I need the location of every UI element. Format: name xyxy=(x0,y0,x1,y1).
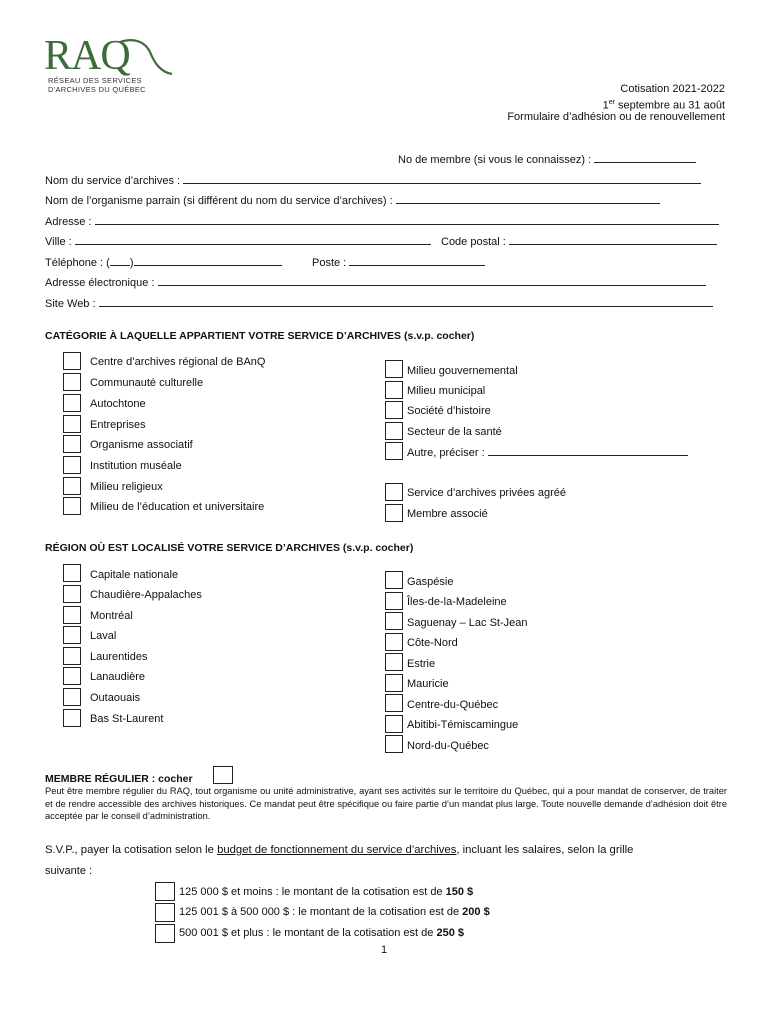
city-field[interactable]: Ville : xyxy=(45,234,431,249)
tier-label: 125 000 $ et moins : le montant de la cotisation est de 150 $ xyxy=(179,886,474,898)
region-label: Chaudière-Appalaches xyxy=(90,589,202,601)
category-label: Autochtone xyxy=(90,398,146,410)
region-label: Saguenay – Lac St-Jean xyxy=(407,617,528,629)
category-other-field[interactable]: Autre, préciser : xyxy=(407,445,688,460)
category-label: Communauté culturelle xyxy=(90,377,204,389)
region-label: Bas St-Laurent xyxy=(90,713,164,725)
category-checkbox[interactable] xyxy=(385,401,403,419)
region-label: Laurentides xyxy=(90,651,148,663)
region-checkbox[interactable] xyxy=(385,694,403,712)
region-label: Îles-de-la-Madeleine xyxy=(407,596,507,608)
tier-checkbox[interactable] xyxy=(155,903,175,922)
category-label: Service d’archives privées agréé xyxy=(407,487,566,499)
tier-label: 500 001 $ et plus : le montant de la cotisation est de 250 $ xyxy=(179,927,464,939)
region-checkbox[interactable] xyxy=(63,626,81,644)
category-checkbox[interactable] xyxy=(63,352,81,370)
payment-intro-line2: suivante : xyxy=(45,865,93,877)
extension-field[interactable]: Poste : xyxy=(312,255,485,270)
category-label: Secteur de la santé xyxy=(407,426,502,438)
region-label: Montréal xyxy=(90,610,133,622)
member-number-field[interactable]: No de membre (si vous le connaissez) : xyxy=(398,152,696,167)
category-checkbox[interactable] xyxy=(63,456,81,474)
category-label: Milieu municipal xyxy=(407,385,486,397)
category-checkbox[interactable] xyxy=(385,381,403,399)
region-label: Gaspésie xyxy=(407,576,454,588)
tier-label: 125 001 $ à 500 000 $ : le montant de la cotisation est de 200 $ xyxy=(179,906,490,918)
header-form-name: Formulaire d’adhésion ou de renouvellement xyxy=(507,111,725,123)
category-label: Société d’histoire xyxy=(407,405,491,417)
region-label: Abitibi-Témiscamingue xyxy=(407,719,519,731)
email-field[interactable]: Adresse électronique : xyxy=(45,275,706,290)
tier-checkbox[interactable] xyxy=(155,882,175,901)
category-checkbox[interactable] xyxy=(385,504,403,522)
member-heading: MEMBRE RÉGULIER : cocher xyxy=(45,773,193,785)
logo-subtitle-1: RÉSEAU DES SERVICES xyxy=(48,76,142,85)
region-checkbox[interactable] xyxy=(63,606,81,624)
category-label: Organisme associatif xyxy=(90,439,193,451)
region-label: Mauricie xyxy=(407,678,449,690)
region-checkbox[interactable] xyxy=(63,709,81,727)
region-checkbox[interactable] xyxy=(63,667,81,685)
region-checkbox[interactable] xyxy=(385,612,403,630)
category-checkbox[interactable] xyxy=(63,497,81,515)
category-label: Milieu gouvernemental xyxy=(407,365,518,377)
header-title: Cotisation 2021-2022 xyxy=(620,83,725,95)
region-label: Nord-du-Québec xyxy=(407,740,489,752)
category-label: Centre d’archives régional de BAnQ xyxy=(90,356,266,368)
category-label: Milieu religieux xyxy=(90,481,163,493)
tier-checkbox[interactable] xyxy=(155,924,175,943)
region-checkbox[interactable] xyxy=(385,653,403,671)
category-checkbox[interactable] xyxy=(385,442,403,460)
category-checkbox[interactable] xyxy=(63,477,81,495)
region-checkbox[interactable] xyxy=(385,715,403,733)
category-checkbox[interactable] xyxy=(63,394,81,412)
address-field[interactable]: Adresse : xyxy=(45,214,719,229)
region-label: Côte-Nord xyxy=(407,637,458,649)
region-heading: RÉGION OÙ EST LOCALISÉ VOTRE SERVICE D’ARCHIVES (s.v.p. cocher) xyxy=(45,542,414,554)
region-label: Estrie xyxy=(407,658,436,670)
category-checkbox[interactable] xyxy=(63,373,81,391)
region-label: Laval xyxy=(90,630,117,642)
phone-field[interactable]: Téléphone : ( ) xyxy=(45,255,282,270)
region-label: Capitale nationale xyxy=(90,569,179,581)
region-checkbox[interactable] xyxy=(63,564,81,582)
website-field[interactable]: Site Web : xyxy=(45,296,713,311)
category-checkbox[interactable] xyxy=(63,435,81,453)
logo-subtitle-2: D'ARCHIVES DU QUÉBEC xyxy=(48,85,146,94)
category-label: Membre associé xyxy=(407,508,488,520)
postal-code-field[interactable]: Code postal : xyxy=(441,234,717,249)
region-checkbox[interactable] xyxy=(385,633,403,651)
page-number: 1 xyxy=(381,944,388,956)
region-checkbox[interactable] xyxy=(385,735,403,753)
header-period: 1er septembre au 31 août xyxy=(602,99,725,112)
member-description: Peut être membre régulier du RAQ, tout organisme ou unité administrative, ayant ses activités sur le territoire du Québec, qui a pour mandat de conserver, de traiter et de rendre accessible des archives historiques. Ce mandat peut être spécifique ou faire partie d’un mandat plus large. Toute nouvelle demande d’adhésion doit être acceptée par le conseil d’administration. xyxy=(45,786,727,821)
service-name-field[interactable]: Nom du service d’archives : xyxy=(45,173,701,188)
logo xyxy=(44,33,174,96)
category-checkbox[interactable] xyxy=(63,415,81,433)
category-checkbox[interactable] xyxy=(385,360,403,378)
region-checkbox[interactable] xyxy=(385,571,403,589)
region-checkbox[interactable] xyxy=(63,585,81,603)
category-checkbox[interactable] xyxy=(385,422,403,440)
category-label: Entreprises xyxy=(90,419,146,431)
region-checkbox[interactable] xyxy=(63,688,81,706)
category-label: Milieu de l’éducation et universitaire xyxy=(90,501,265,513)
category-heading: CATÉGORIE À LAQUELLE APPARTIENT VOTRE SERVICE D’ARCHIVES (s.v.p. cocher) xyxy=(45,330,475,342)
region-label: Outaouais xyxy=(90,692,141,704)
logo-text: RAQ xyxy=(44,33,130,79)
member-checkbox[interactable] xyxy=(213,766,233,784)
budget-link-text: budget de fonctionnement du service d’archives xyxy=(217,844,457,856)
region-label: Centre-du-Québec xyxy=(407,699,499,711)
category-label: Institution muséale xyxy=(90,460,182,472)
category-checkbox[interactable] xyxy=(385,483,403,501)
sponsor-field[interactable]: Nom de l’organisme parrain (si différent du nom du service d’archives) : xyxy=(45,193,660,208)
region-checkbox[interactable] xyxy=(385,674,403,692)
payment-intro: S.V.P., payer la cotisation selon le budget de fonctionnement du service d’archives, incluant les salaires, selon la grille xyxy=(45,844,634,856)
region-checkbox[interactable] xyxy=(63,647,81,665)
region-checkbox[interactable] xyxy=(385,592,403,610)
region-label: Lanaudière xyxy=(90,671,146,683)
